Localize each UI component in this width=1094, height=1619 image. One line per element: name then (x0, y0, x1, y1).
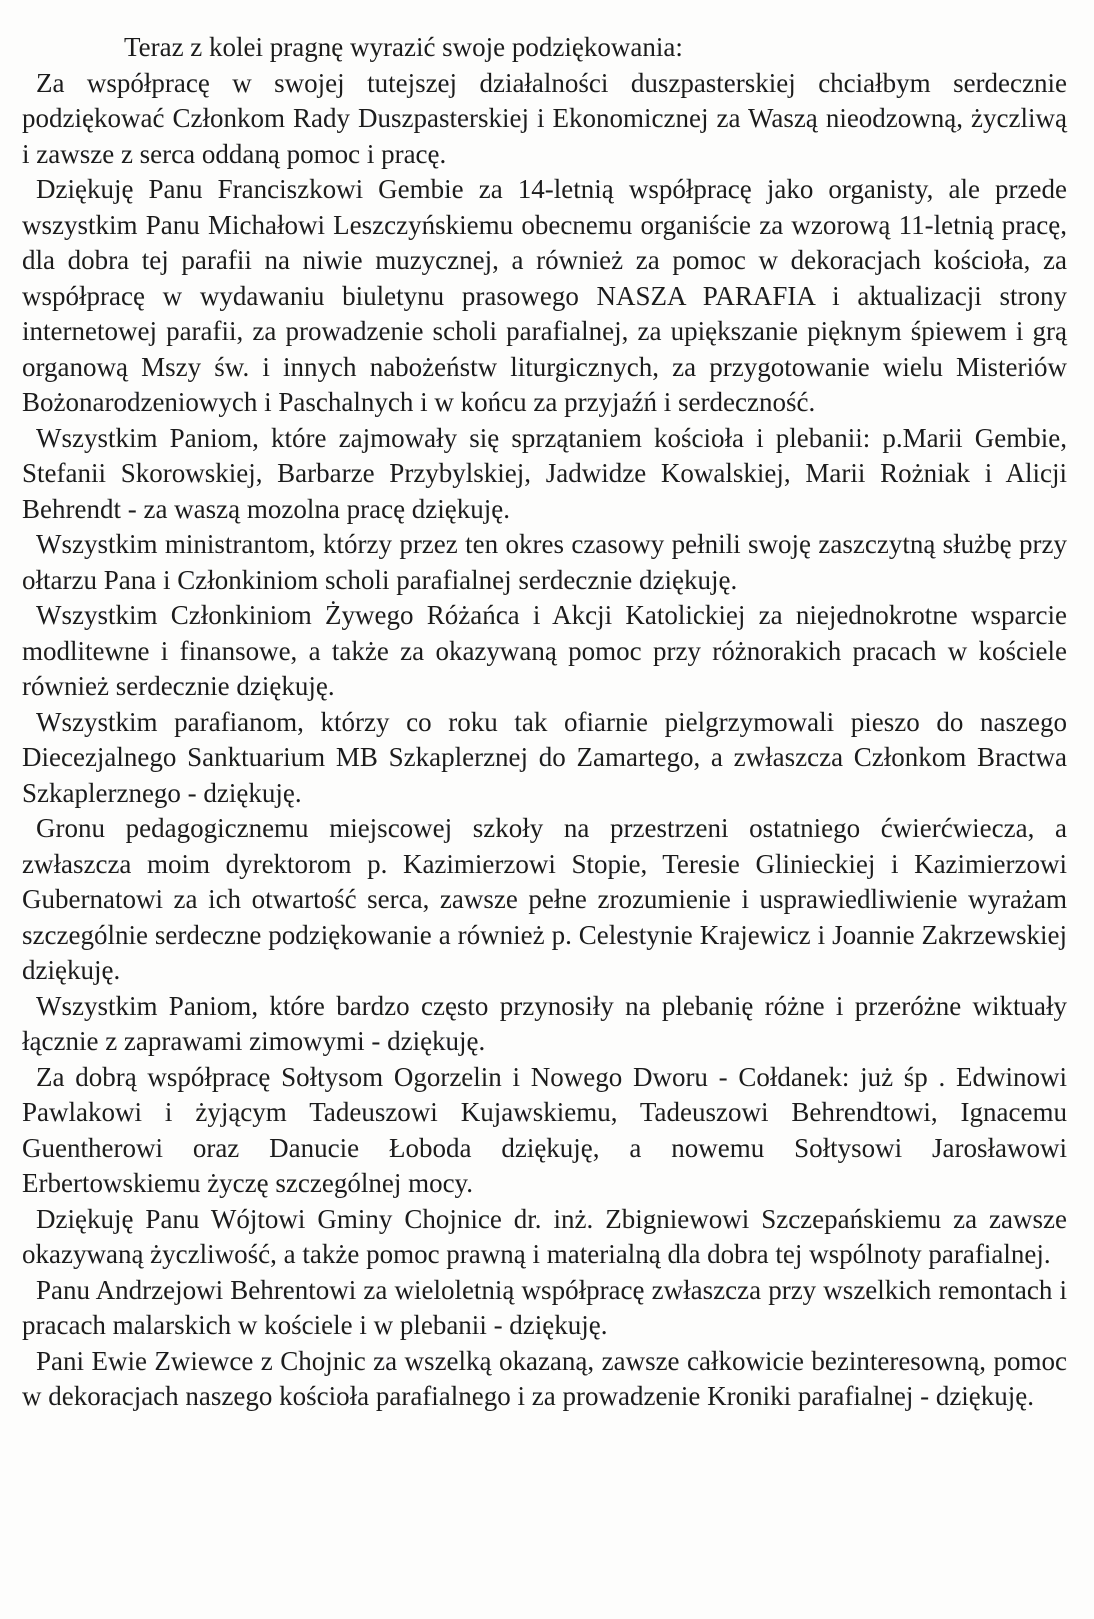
paragraph-council: Za współpracę w swojej tutejszej działalności duszpasterskiej chciałbym serdecznie podziękować Członkom Rady Duszpasterskiej i Ekonomicznej za Waszą nieodzowną, życzliwą i zawsze z serca oddaną pomoc i pracę. (22, 67, 1067, 169)
intro-line: Teraz z kolei pragnę wyrazić swoje podziękowania: (124, 32, 683, 62)
paragraph-pilgrims: Wszystkim parafianom, którzy co roku tak ofiarnie pielgrzymowali pieszo do naszego Diecezjalnego Sanktuarium MB Szkaplerznej do Zamartego, a zwłaszcza Członkom Bractwa Szkaplerznego - dziękuję. (22, 706, 1067, 808)
paragraph-rosary-members: Wszystkim Członkiniom Żywego Różańca i Akcji Katolickiej za niejednokrotne wsparcie modlitewne i finansowe, a także za okazywaną pomoc przy różnorakich pracach w kościele również serdecznie dziękuję. (22, 600, 1067, 701)
paragraph-mayor: Dziękuję Panu Wójtowi Gminy Chojnice dr. inż. Zbigniewowi Szczepańskiemu za zawsze okazywaną życzliwość, a także pomoc prawną i materialną dla dobra tej wspólnoty parafialnej. (22, 1203, 1067, 1269)
paragraph-chronicle: Pani Ewie Zwiewce z Chojnic za wszelką okazaną, zawsze całkowicie bezinteresowną, pomoc w dekoracjach naszego kościoła parafialnego i za prowadzenie Kroniki parafialnej - dziękuję. (22, 1345, 1067, 1411)
paragraph-renovations: Panu Andrzejowi Behrentowi za wieloletnią współpracę zwłaszcza przy wszelkich remontach i pracach malarskich w kościele i w plebanii - dziękuję. (22, 1274, 1067, 1340)
paragraph-food-donors: Wszystkim Paniom, które bardzo często przynosiły na plebanię różne i przeróżne wiktuały łącznie z zaprawami zimowymi - dziękuję. (22, 990, 1067, 1056)
paragraph-school-staff: Gronu pedagogicznemu miejscowej szkoły na przestrzeni ostatniego ćwierćwiecza, a zwłaszcza moim dyrektorom p. Kazimierzowi Stopie, Teresie Glinieckiej i Kazimierzowi Gubernatowi za ich otwartość serca, zawsze pełne zrozumienie i usprawiedliwienie wyrażam szczególnie serdeczne podziękowanie a również p. Celestynie Krajewicz i Joannie Zakrzewskiej dziękuję. (22, 813, 1067, 985)
paragraph-organists: Dziękuję Panu Franciszkowi Gembie za 14-letnią współpracę jako organisty, ale przede wszystkim Panu Michałowi Leszczyńskiemu obecnemu organiście za wzorową 11-letnią pracę, dla dobra tej parafii na niwie muzycznej, a również za pomoc w dekoracjach kościoła, za współpracę w wydawaniu biuletynu prasowego NASZA PARAFIA i aktualizacji strony internetowej parafii, za prowadzenie scholi parafialnej, za upiększanie pięknym śpiewem i grą organową Mszy św. i innych nabożeństw liturgicznych, za przygotowanie wielu Misteriów Bożonarodzeniowych i Paschalnych i w końcu za przyjaźń i serdeczność. (22, 174, 1067, 417)
paragraph-cleaning-ladies: Wszystkim Paniom, które zajmowały się sprzątaniem kościoła i plebanii: p.Marii Gembie, Stefanii Skorowskiej, Barbarze Przybylskiej, Jadwidze Kowalskiej, Marii Rożniak i Alicji Behrendt - za waszą mozolna pracę dziękuję. (22, 422, 1067, 524)
document-body (22, 30, 1067, 1415)
paragraph-altar-servers: Wszystkim ministrantom, którzy przez ten okres czasowy pełnili swoję zaszczytną służbę przy ołtarzu Pana i Członkiniom scholi parafialnej serdecznie dziękuję. (22, 529, 1067, 595)
paragraph-village-heads: Za dobrą współpracę Sołtysom Ogorzelin i Nowego Dworu - Cołdanek: już śp . Edwinowi Pawlakowi i żyjącym Tadeuszowi Kujawskiemu, Tadeuszowi Behrendtowi, Ignacemu Guentherowi oraz Danucie Łoboda dziękuję, a nowemu Sołtysowi Jarosławowi Erbertowskiemu życzę szczególnej mocy. (22, 1061, 1067, 1198)
